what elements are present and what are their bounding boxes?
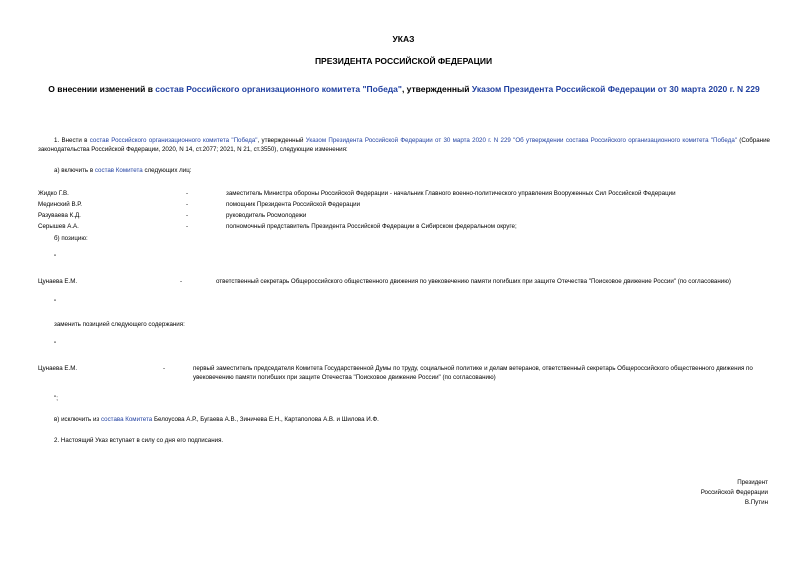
old-position-role: ответственный секретарь Общероссийского общественного движения по увековечению памяти погибших при защите Отечества "Поисковое движение России" (по согласованию) [216, 278, 731, 285]
doc-issuer: ПРЕЗИДЕНТА РОССИЙСКОЙ ФЕДЕРАЦИИ [314, 56, 493, 66]
new-position-dash: - [163, 365, 166, 372]
subject-link-decree[interactable]: Указом Президента Российской Федерации от 30 марта 2020 г. N 229 [471, 84, 760, 94]
member-dash: - [186, 212, 189, 219]
signature-name: В.Путин [744, 499, 768, 506]
para1-link-committee[interactable]: состав Российского организационного комитета "Победа" [89, 137, 258, 144]
para1-text-1: 1. Внести в [54, 137, 90, 144]
para1-link-decree[interactable]: Указом Президента Российской Федерации от 30 марта 2020 г. N 229 "Об утверждении состава Российского организационного комитета "Победа" [305, 137, 737, 144]
old-position-dash: - [180, 278, 183, 285]
signature-title: Президент [737, 479, 768, 486]
member-role: заместитель Министра обороны Российской Федерации - начальник Главного военно-политического управления Вооруженных Сил Российской Федерации [226, 190, 676, 197]
member-role: помощник Президента Российской Федерации [226, 201, 361, 208]
doc-subject [38, 84, 770, 95]
subject-text-1: О внесении изменений в [48, 84, 156, 94]
member-name: Серышев А.А. [38, 223, 79, 230]
new-position-name: Цунаева Е.М. [38, 365, 78, 372]
paragraph-1 [38, 136, 770, 154]
old-position-name: Цунаева Е.М. [38, 278, 78, 285]
quote-close: " [54, 299, 57, 306]
quote-close: "; [54, 395, 58, 402]
quote-open: " [54, 341, 57, 348]
item-c [54, 415, 379, 424]
paragraph-2: 2. Настоящий Указ вступает в силу со дня его подписания. [54, 437, 224, 444]
item-a-text-2: следующих лиц: [142, 167, 192, 174]
member-name: Жидко Г.В. [38, 190, 69, 197]
member-role: полномочный представитель Президента Российской Федерации в Сибирском федеральном округе; [226, 223, 517, 230]
subject-link-committee[interactable]: состав Российского организационного комитета "Победа" [155, 84, 402, 94]
quote-open: " [54, 254, 57, 261]
item-c-text-1: в) исключить из [54, 416, 101, 423]
item-a [54, 166, 192, 175]
item-b: б) позицию: [54, 235, 88, 242]
member-role: руководитель Росмолодежи [226, 212, 307, 219]
member-dash: - [186, 190, 189, 197]
signature-country: Российской Федерации [700, 489, 768, 496]
para1-text-3: (Собрание законодательства Российской Федерации, 2020, N 14, ст.2077; 2021, N 21, ст.3550), следующие изменения: [38, 137, 770, 153]
member-dash: - [186, 201, 189, 208]
doc-title: УКАЗ [392, 34, 415, 44]
item-c-link-committee[interactable]: состава Комитета [100, 416, 153, 423]
member-name: Мединский В.Р. [38, 201, 82, 208]
member-name: Разуваева К.Д. [38, 212, 81, 219]
replace-text: заменить позицией следующего содержания: [54, 321, 185, 328]
item-a-link-committee[interactable]: состав Комитета [94, 167, 143, 174]
member-dash: - [186, 223, 189, 230]
item-c-text-2: Белоусова А.Р., Бугаева А.В., Зиничева Е.Н., Картаполова А.В. и Шилова И.Ф. [152, 416, 379, 423]
para1-text-2: , утвержденный [257, 137, 306, 144]
item-a-text-1: а) включить в [54, 167, 95, 174]
new-position-role: первый заместитель председателя Комитета Государственной Думы по труду, социальной политике и делам ветеранов, ответственный секретарь Общероссийского общественного движения по увековечению памяти погибших при защите Отечества "Поисковое движение России" (по согласованию) [193, 365, 753, 381]
subject-text-2: , утвержденный [401, 84, 472, 94]
